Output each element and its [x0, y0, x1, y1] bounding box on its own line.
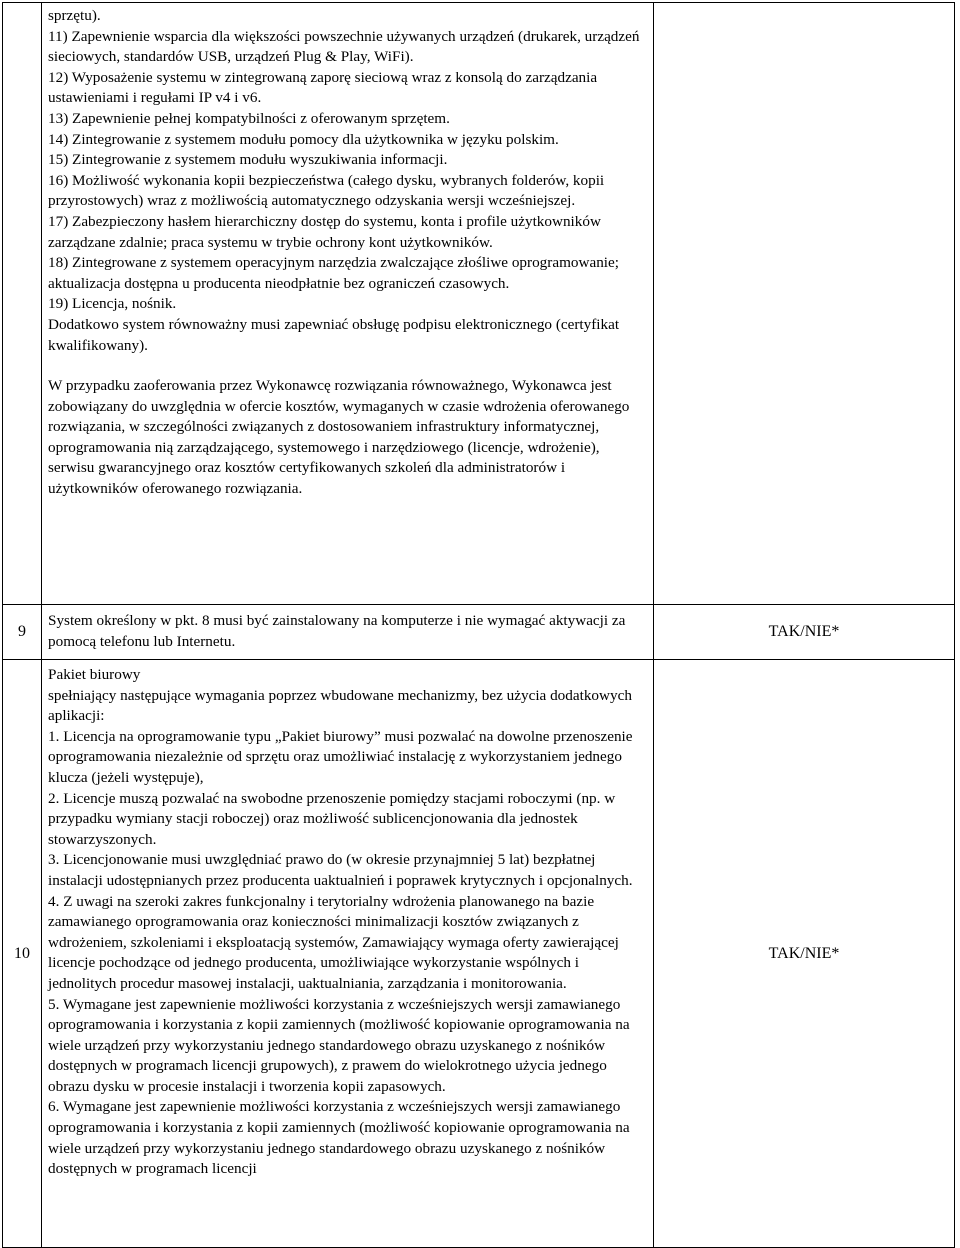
text-line: Pakiet biurowy	[48, 666, 141, 683]
text-line: 11) Zapewnienie wsparcia dla większości powszechnie używanych urządzeń (drukarek, urządzeń sieciowych, standardów USB, urządzeń Plug & Play, WiFi).	[48, 27, 640, 66]
text-line: 4. Z uwagi na szeroki zakres funkcjonalny i terytorialny wdrożenia planowanego na bazie zamawianego oprogramowania oraz konieczności minimalizacji kosztów związanych z wdrożeniem, szkoleniami i eksploatacją systemów, Zamawiający wymaga oferty zawierającej licencje pochodzące od jednego producenta, umożliwiające wykorzystanie wspólnych i jednolitych procedur masowej instalacji, uaktualniania, zarządzania i monitorowania.	[48, 892, 619, 992]
table-row	[3, 660, 955, 1248]
description-cell	[42, 660, 654, 1248]
text-line: 6. Wymagane jest zapewnienie możliwości korzystania z wcześniejszych wersji zamawianego oprogramowania i korzystania z kopii zamiennych (możliwość kopiowanie oprogramowania na wiele urządzeń przy wykorzystaniu jednego standardowego obrazu uzyskanego z nośników dostępnych w programach licencji	[48, 1098, 630, 1178]
paragraph-gap	[48, 356, 645, 376]
text-line: 12) Wyposażenie systemu w zintegrowaną zaporę sieciową wraz z konsolą do zarządzania ustawieniami i regułami IP v4 i v6.	[48, 68, 598, 107]
text-line: System określony w pkt. 8 musi być zainstalowany na komputerze i nie wymagać aktywacji za pomocą telefonu lub Internetu.	[48, 612, 626, 650]
answer-cell: TAK/NIE*	[654, 605, 955, 660]
description-cell	[42, 3, 654, 605]
text-line: 15) Zintegrowanie z systemem modułu wyszukiwania informacji.	[48, 151, 448, 169]
row-number-cell: 10	[3, 660, 42, 1248]
answer-cell: TAK/NIE*	[654, 660, 955, 1248]
text-line: 18) Zintegrowane z systemem operacyjnym narzędzia zwalczające złośliwe oprogramowanie; aktualizacja dostępna u producenta nieodpłatnie bez ograniczeń czasowych.	[48, 254, 619, 292]
row-number-cell	[3, 3, 42, 605]
table-row	[3, 3, 955, 605]
text-line: spełniający następujące wymagania poprzez wbudowane mechanizmy, bez użycia dodatkowych aplikacji:	[48, 686, 632, 725]
text-line: 19) Licencja, nośnik.	[48, 295, 177, 313]
table-row	[3, 605, 955, 660]
text-line: 14) Zintegrowanie z systemem modułu pomocy dla użytkownika w języku polskim.	[48, 130, 559, 148]
text-line: sprzętu).	[48, 7, 101, 24]
text-line: 3. Licencjonowanie musi uwzględniać prawo do (w okresie przynajmniej 5 lat) bezpłatnej instalacji udostępnianych przez producenta uaktualnień i poprawek krytycznych i opcjonalnych.	[48, 851, 633, 889]
description-cell	[42, 605, 654, 660]
text-line: 13) Zapewnienie pełnej kompatybilności z oferowanym sprzętem.	[48, 109, 450, 127]
text-line: 5. Wymagane jest zapewnienie możliwości korzystania z wcześniejszych wersji zamawianego oprogramowania i korzystania z kopii zamiennych (możliwość kopiowanie oprogramowania na wiele urządzeń przy wykorzystaniu jednego standardowego obrazu uzyskanego z nośników dostępnych w programach licencji grupowych), z prawem do wielokrotnego użycia jednego obrazu dysku w procesie instalacji i tworzenia kopii zapasowych.	[48, 995, 630, 1095]
text-line: 1. Licencja na oprogramowanie typu „Pakiet biurowy” musi pozwalać na dowolne przenoszenie oprogramowania niezależnie od sprzętu oraz umożliwiać instalację z wykorzystaniem jednego klucza (jeżeli występuje),	[48, 727, 633, 786]
text-line: Dodatkowo system równoważny musi zapewniać obsługę podpisu elektronicznego (certyfikat kwalifikowany).	[48, 315, 620, 354]
text-line: 16) Możliwość wykonania kopii bezpieczeństwa (całego dysku, wybranych folderów, kopii przyrostowych) wraz z możliwością automatycznego odzyskania wersji wcześniejszej.	[48, 171, 605, 210]
text-line: 2. Licencje muszą pozwalać na swobodne przenoszenie pomiędzy stacjami roboczymi (np. w przypadku wymiany stacji roboczej) oraz możliwość sublicencjonowania dla jednostek stowarzyszonych.	[48, 789, 616, 848]
text-line: 17) Zabezpieczony hasłem hierarchiczny dostęp do systemu, konta i profile użytkowników zarządzane zdalnie; praca systemu w trybie ochrony kont użytkowników.	[48, 212, 601, 251]
row-number-cell: 9	[3, 605, 42, 660]
equivalent-solution-paragraph: W przypadku zaoferowania przez Wykonawcę rozwiązania równoważnego, Wykonawca jest zobowiązany do uwzględnia w ofercie kosztów, wymaganych w czasie wdrożenia oferowanego rozwiązania, w szczególności związanych z dostosowaniem infrastruktury informatycznej, oprogramowania nią zarządzającego, systemowego i narzędziowego (licencje, wdrożenie), serwisu gwarancyjnego oraz kosztów certyfikowanych szkoleń dla administratorów i użytkowników oferowanego rozwiązania.	[48, 377, 630, 498]
specification-table	[2, 2, 955, 1248]
answer-cell	[654, 3, 955, 605]
